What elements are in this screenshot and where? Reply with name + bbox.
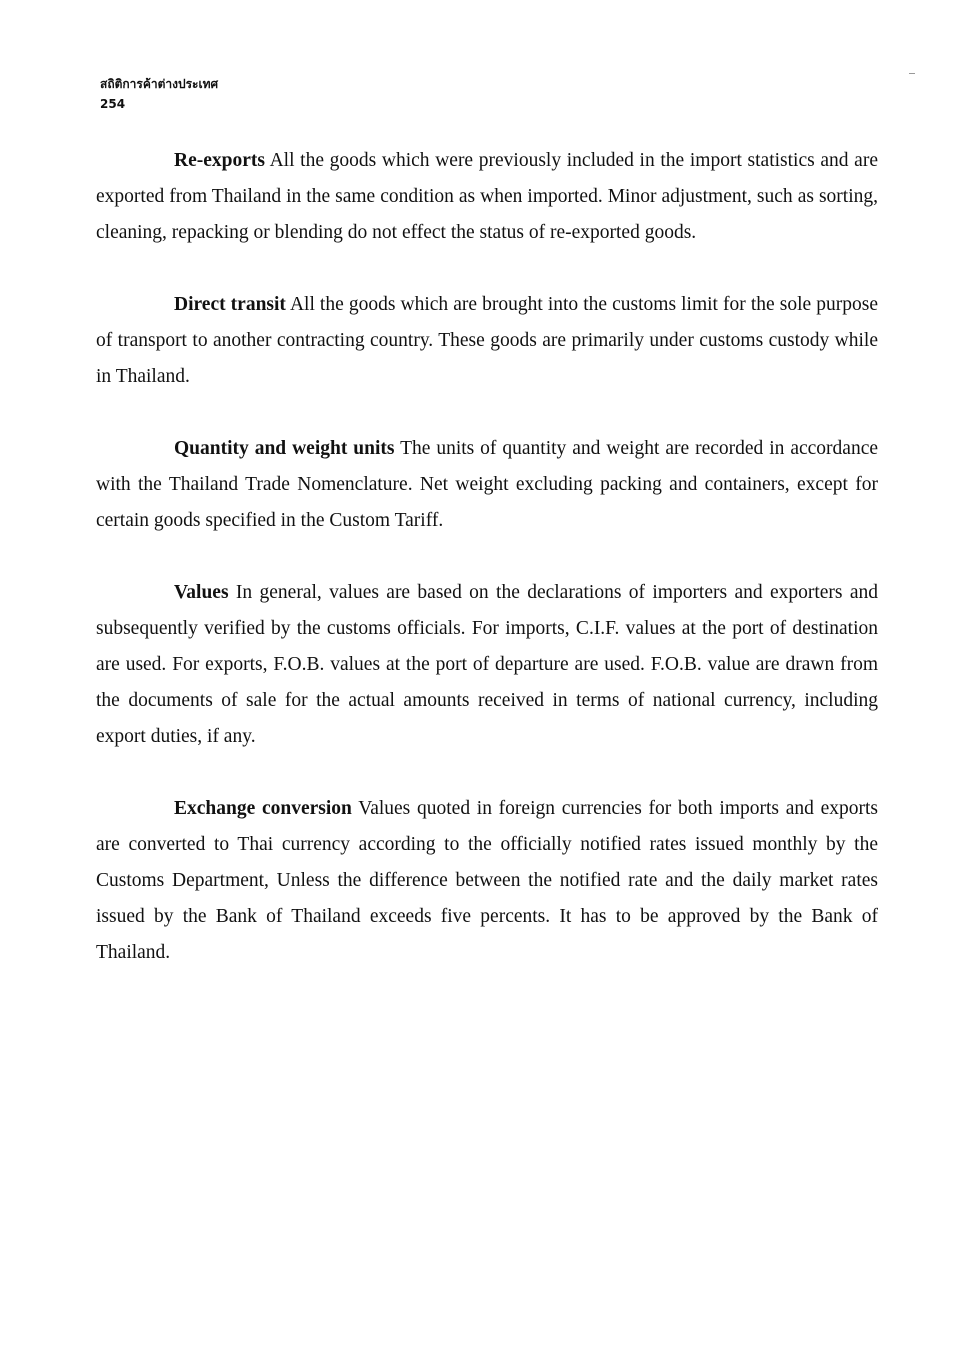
term-heading: Values [174, 582, 229, 603]
paragraph-values [96, 575, 878, 755]
page-number: 254 [100, 97, 126, 111]
paragraph-re-exports [96, 143, 878, 251]
document-title: สถิติการค้าต่างประเทศ [100, 77, 219, 91]
paragraph-text: All the goods which are brought into the customs limit for the sole purpose of transport to another contracting country. These goods are primarily under customs custody while in Thailand. [96, 294, 878, 387]
paragraph-exchange-conversion [96, 791, 878, 971]
term-heading: Re-exports [174, 150, 265, 171]
term-heading: Direct transit [174, 294, 286, 315]
paragraph-text: In general, values are based on the declarations of importers and exporters and subsequently verified by the customs officials. For imports, C.I.F. values at the port of destination are used. For exports, F.O.B. values at the port of departure are used. F.O.B. value are drawn from the documents of sale for the actual amounts received in terms of national currency, including export duties, if any. [96, 582, 879, 747]
document-body [96, 143, 878, 1007]
corner-mark [909, 73, 915, 74]
paragraph-text: All the goods which were previously included in the import statistics and are exported from Thailand in the same condition as when imported. Minor adjustment, such as sorting, cleaning, repacking or blending do not effect the status of re-exported goods. [96, 150, 878, 243]
term-heading: Exchange conversion [174, 798, 352, 819]
page-header [100, 74, 218, 114]
paragraph-text: Values quoted in foreign currencies for both imports and exports are converted to Thai currency according to the officially notified rates issued monthly by the Customs Department, Unless the difference between the notified rate and the daily market rates issued by the Bank of Thailand exceeds five percents. It has to be approved by the Bank of Thailand. [96, 798, 879, 963]
paragraph-direct-transit [96, 287, 878, 395]
paragraph-quantity-weight-units [96, 431, 878, 539]
term-heading: Quantity and weight units [174, 438, 395, 459]
paragraph-text: The units of quantity and weight are recorded in accordance with the Thailand Trade Nomenclature. Net weight excluding packing and containers, except for certain goods specified in the Custom Tariff. [96, 438, 879, 531]
